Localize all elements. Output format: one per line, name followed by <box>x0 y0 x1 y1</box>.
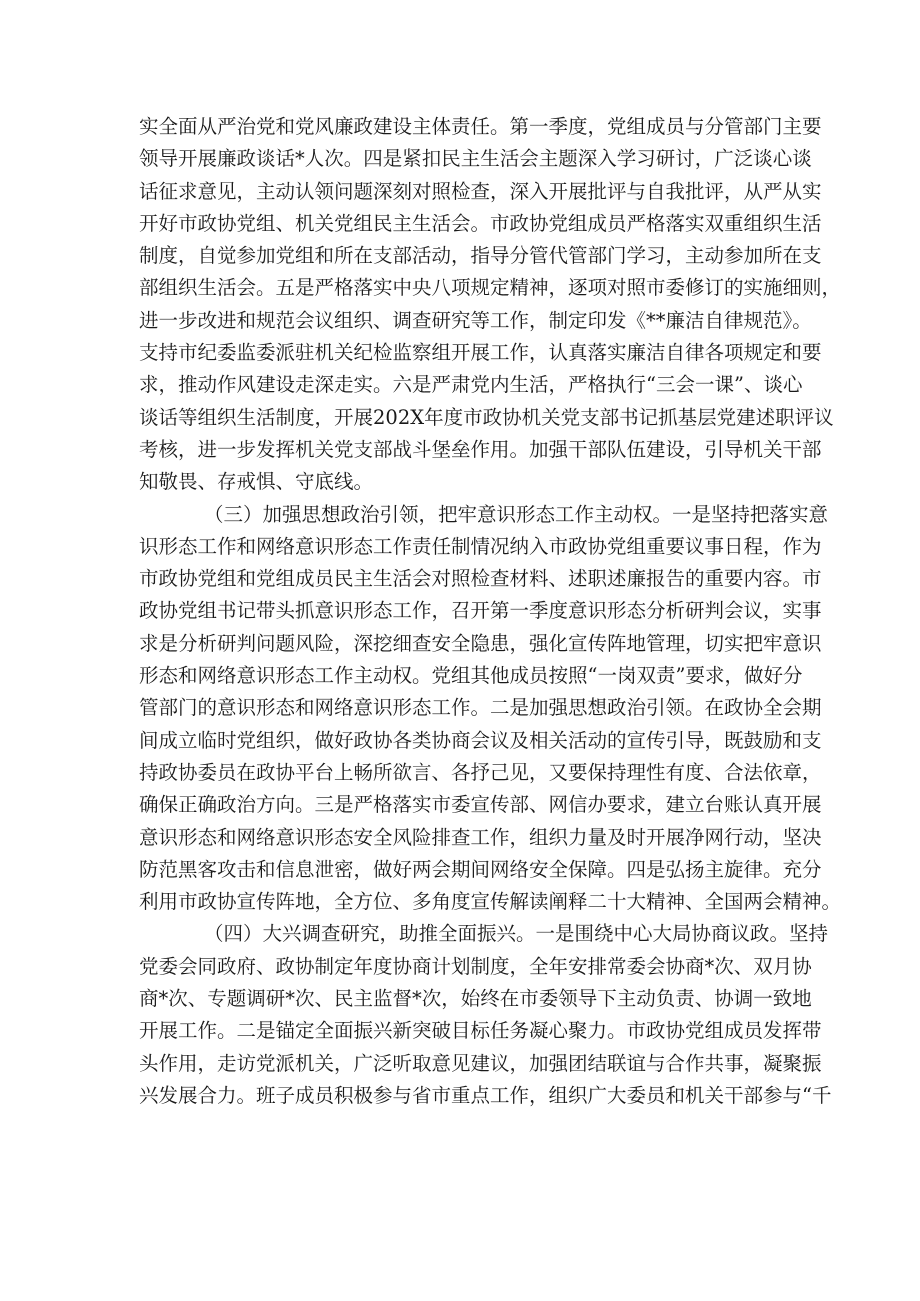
paragraph-1 <box>139 111 842 499</box>
text-line: 头作用，走访党派机关，广泛听取意见建议，加强团结联谊与合作共事，凝聚振 <box>139 1051 822 1075</box>
text-line: 制度，自觉参加党组和所在支部活动，指导分管代管部门学习，主动参加所在支 <box>139 244 822 268</box>
text-line: 谈话等组织生活制度，开展202X年度市政协机关党支部书记抓基层党建述职评议 <box>139 405 834 429</box>
text-line: 政协党组书记带头抓意识形态工作，召开第一季度意识形态分析研判会议，实事 <box>139 599 822 623</box>
text-line: 商*次、专题调研*次、民主监督*次，始终在市委领导下主动负责、协调一致地 <box>139 987 812 1011</box>
text-line: 考核，进一步发挥机关党支部战斗堡垒作用。加强干部队伍建设，引导机关干部 <box>139 437 822 461</box>
text-line: 话征求意见，主动认领问题深刻对照检查，深入开展批评与自我批评，从严从实 <box>139 179 822 203</box>
text-line: 知敬畏、存戒惧、守底线。 <box>139 470 374 494</box>
text-line: （四）大兴调查研究，助推全面振兴。一是围绕中心大局协商议政。坚持 <box>204 922 829 946</box>
text-line: 求，推动作风建设走深走实。六是严肃党内生活，严格执行“三会一课”、谈心 <box>139 373 803 397</box>
document-body <box>139 111 842 1112</box>
text-line: 领导开展廉政谈话*人次。四是紧扣民主生活会主题深入学习研讨，广泛谈心谈 <box>139 147 812 171</box>
paragraph-2 <box>139 499 842 919</box>
text-line: 持政协委员在政协平台上畅所欲言、各抒己见，又要保持理性有度、合法依章， <box>139 760 822 784</box>
text-line: 部组织生活会。五是严格落实中央八项规定精神，逐项对照市委修订的实施细则， <box>139 276 842 300</box>
text-line: 管部门的意识形态和网络意识形态工作。二是加强思想政治引领。在政协全会期 <box>139 696 822 720</box>
text-line: 求是分析研判问题风险，深挖细查安全隐患，强化宣传阵地管理，切实把牢意识 <box>139 631 822 655</box>
text-line: 形态和网络意识形态工作主动权。党组其他成员按照“一岗双责”要求，做好分 <box>139 664 803 688</box>
text-line: 开好市政协党组、机关党组民主生活会。市政协党组成员严格落实双重组织生活 <box>139 211 822 235</box>
text-line: 意识形态和网络意识形态安全风险排查工作，组织力量及时开展净网行动，坚决 <box>139 825 822 849</box>
text-line: 利用市政协宣传阵地，全方位、多角度宣传解读阐释二十大精神、全国两会精神。 <box>139 890 842 914</box>
text-line: 实全面从严治党和党风廉政建设主体责任。第一季度，党组成员与分管部门主要 <box>139 115 822 138</box>
paragraph-3 <box>139 918 832 1112</box>
text-line: 市政协党组和党组成员民主生活会对照检查材料、述职述廉报告的重要内容。市 <box>139 567 822 591</box>
text-line: 开展工作。二是锚定全面振兴新突破目标任务凝心聚力。市政协党组成员发挥带 <box>139 1019 822 1043</box>
text-line: 确保正确政治方向。三是严格落实市委宣传部、网信办要求，建立台账认真开展 <box>139 793 822 817</box>
text-line: （三）加强思想政治引领，把牢意识形态工作主动权。一是坚持把落实意 <box>204 502 829 526</box>
text-line: 防范黑客攻击和信息泄密，做好两会期间网络安全保障。四是弘扬主旋律。充分 <box>139 857 822 881</box>
text-line: 进一步改进和规范会议组织、调查研究等工作，制定印发《**廉洁自律规范》。 <box>139 308 812 332</box>
text-line: 支持市纪委监委派驻机关纪检监察组开展工作，认真落实廉洁自律各项规定和要 <box>139 341 822 365</box>
text-line: 兴发展合力。班子成员积极参与省市重点工作，组织广大委员和机关干部参与“千 <box>139 1083 832 1107</box>
text-line: 党委会同政府、政协制定年度协商计划制度，全年安排常委会协商*次、双月协 <box>139 954 812 978</box>
text-line: 间成立临时党组织，做好政协各类协商会议及相关活动的宣传引导，既鼓励和支 <box>139 728 822 752</box>
text-line: 识形态工作和网络意识形态工作责任制情况纳入市政协党组重要议事日程，作为 <box>139 534 822 558</box>
